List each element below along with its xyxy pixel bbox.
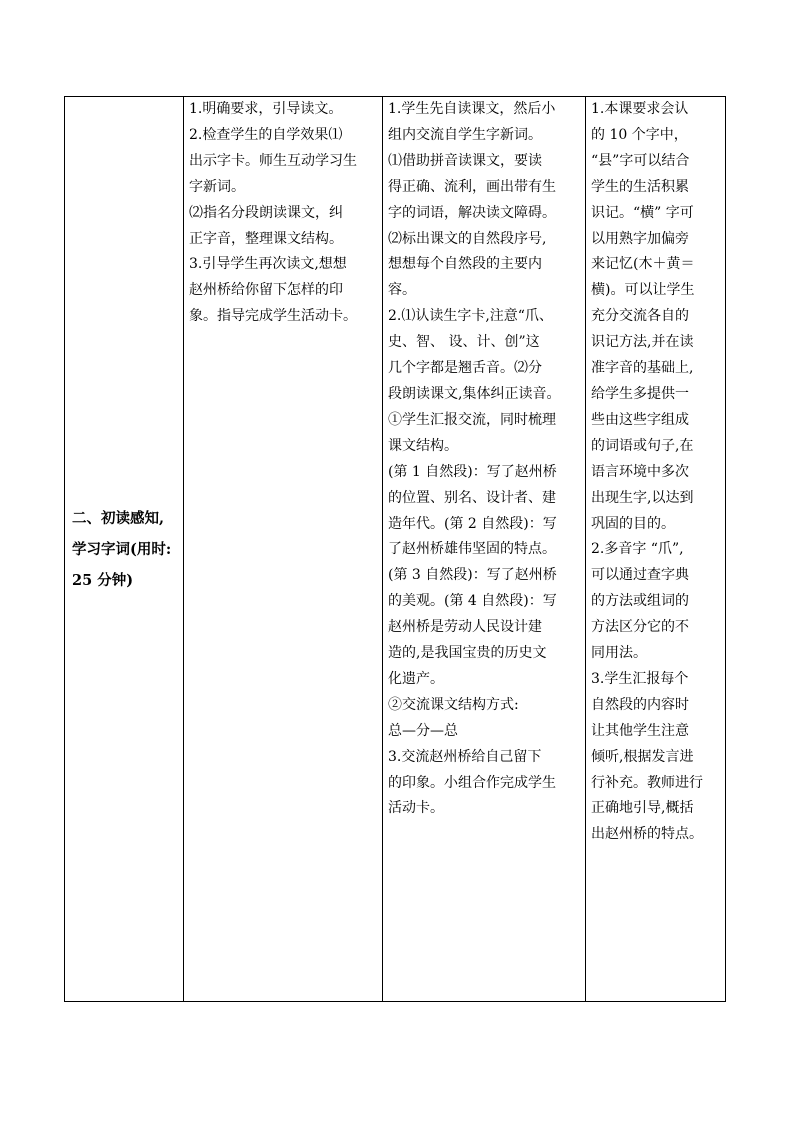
student-line: (第 1 自然段)：写了赵州桥 xyxy=(388,463,557,480)
notes-line: “县”字可以结合 xyxy=(591,152,690,169)
notes-line: 正确地引导,概括 xyxy=(591,800,694,817)
lesson-plan-table xyxy=(64,96,726,1002)
student-line: ⑵标出课文的自然段序号, xyxy=(388,230,547,247)
notes-line: 的 10 个字中， xyxy=(591,126,688,143)
notes-line: 可以通过查字典 xyxy=(591,567,689,584)
notes-line: 的方法或组词的 xyxy=(591,593,689,610)
teacher-line: 出示字卡。师生互动学习生 xyxy=(189,152,357,169)
student-line: 3.交流赵州桥给自己留下 xyxy=(388,748,542,765)
notes-line: 同用法。 xyxy=(591,645,647,662)
student-line: 造的,是我国宝贵的历史文 xyxy=(388,645,547,662)
student-line: (第 3 自然段)：写了赵州桥 xyxy=(388,567,557,584)
teacher-line: 3.引导学生再次读文,想想 xyxy=(189,256,347,273)
student-line: 的位置、别名、设计者、建 xyxy=(388,489,556,506)
design-notes-cell xyxy=(586,97,726,1002)
notes-line: 充分交流各自的 xyxy=(591,308,689,325)
student-line: 得正确、流利，画出带有生 xyxy=(388,178,556,195)
student-line: 几个字都是翘舌音。⑵分 xyxy=(388,360,542,377)
stage-cell xyxy=(65,97,184,1002)
student-line: 1.学生先自读课文，然后小 xyxy=(388,101,556,117)
teacher-line: 2.检查学生的自学效果⑴ xyxy=(189,126,343,143)
student-line: 段朗读课文,集体纠正读音。 xyxy=(388,385,561,402)
notes-line: 识记。“横” 字可 xyxy=(591,204,694,221)
student-line: 造年代。(第 2 自然段)：写 xyxy=(388,515,557,532)
student-line: 2.⑴认读生字卡,注意“爪、 xyxy=(388,308,553,325)
student-line: ①学生汇报交流，同时梳理 xyxy=(388,411,556,428)
stage-line: 二、初读感知, xyxy=(72,509,165,527)
student-line: 课文结构。 xyxy=(388,437,458,454)
notes-line: 的词语或句子,在 xyxy=(591,437,694,454)
notes-line: 识记方法,并在读 xyxy=(591,334,694,351)
notes-line: 2.多音字 “爪”, xyxy=(591,541,684,558)
stage-line: 25 分钟) xyxy=(72,571,134,589)
student-line: 字的词语，解决读文障碍。 xyxy=(388,204,556,221)
notes-line: 准字音的基础上, xyxy=(591,360,694,377)
notes-line: 倾听,根据发言进 xyxy=(591,748,694,765)
teacher-line: ⑵指名分段朗读课文，纠 xyxy=(189,204,343,221)
student-line: ②交流课文结构方式: xyxy=(388,696,519,713)
teacher-activity-cell xyxy=(184,97,383,1002)
student-line: 总—分—总 xyxy=(388,722,458,739)
notes-line: 学生的生活积累 xyxy=(591,178,689,195)
notes-line: 巩固的目的。 xyxy=(591,515,675,532)
student-line: 组内交流自学生字新词。 xyxy=(388,126,542,143)
notes-line: 方法区分它的不 xyxy=(591,619,689,636)
notes-line: 出现生字,以达到 xyxy=(591,489,694,506)
student-line: 想想每个自然段的主要内 xyxy=(388,256,542,273)
teacher-line: 正字音，整理课文结构。 xyxy=(189,230,343,247)
notes-line: 行补充。教师进行 xyxy=(591,774,703,791)
student-line: 赵州桥是劳动人民设计建 xyxy=(388,619,542,636)
stage-line: 学习字词(用时: xyxy=(72,540,172,558)
student-line: 的印象。小组合作完成学生 xyxy=(388,774,556,791)
notes-line: 语言环境中多次 xyxy=(591,463,689,480)
student-line: 了赵州桥雄伟坚固的特点。 xyxy=(388,541,556,558)
student-line: ⑴借助拼音读课文，要读 xyxy=(388,152,542,169)
notes-line: 以用熟字加偏旁 xyxy=(591,230,689,247)
student-line: 容。 xyxy=(388,282,416,299)
teacher-line: 象。指导完成学生活动卡。 xyxy=(189,308,357,325)
notes-line: 出赵州桥的特点。 xyxy=(591,826,703,843)
table-row xyxy=(65,97,726,1002)
student-line: 化遗产。 xyxy=(388,670,444,687)
notes-line: 横)。可以让学生 xyxy=(591,282,695,299)
notes-line: 来记忆(木＋黄＝ xyxy=(591,256,695,273)
teacher-line: 字新词。 xyxy=(189,178,245,195)
student-activity-cell xyxy=(383,97,586,1002)
student-line: 史、智、 设、计、创”这 xyxy=(388,334,540,351)
notes-line: 1.本课要求会认 xyxy=(591,101,689,117)
teacher-line: 1.明确要求，引导读文。 xyxy=(189,101,343,117)
notes-line: 3.学生汇报每个 xyxy=(591,670,689,687)
notes-line: 些由这些字组成 xyxy=(591,411,689,428)
notes-line: 自然段的内容时 xyxy=(591,696,689,713)
student-line: 的美观。(第 4 自然段)：写 xyxy=(388,593,557,610)
notes-line: 让其他学生注意 xyxy=(591,722,689,739)
student-line: 活动卡。 xyxy=(388,800,444,817)
notes-line: 给学生多提供一 xyxy=(591,385,689,402)
teacher-line: 赵州桥给你留下怎样的印 xyxy=(189,282,343,299)
